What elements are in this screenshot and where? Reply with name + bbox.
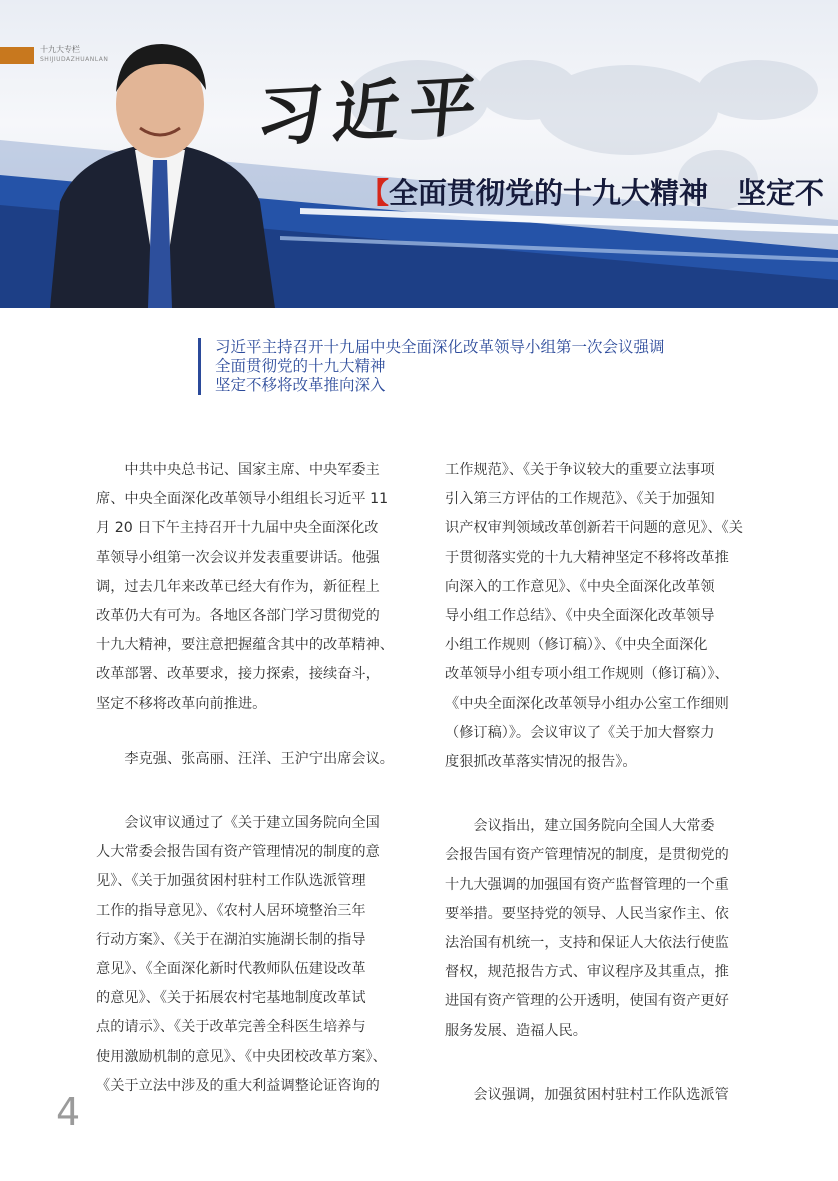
text-line: 会议强调，加强贫困村驻村工作队选派管 bbox=[445, 1086, 729, 1103]
left-column bbox=[96, 456, 418, 1101]
text-line: 席、中央全面深化改革领导小组组长习近平 11 bbox=[96, 491, 389, 508]
text-line: 调，过去几年来改革已经大有作为，新征程上 bbox=[96, 578, 380, 595]
text-line: 工作规范》、《关于争议较大的重要立法事项 bbox=[445, 462, 715, 478]
subhead-line: 习近平主持召开十九届中央全面深化改革领导小组第一次会议强调 bbox=[215, 338, 665, 356]
text-line: 意见》、《全面深化新时代教师队伍建设改革 bbox=[96, 961, 366, 978]
column-name-cn: 十九大专栏 bbox=[40, 45, 80, 54]
text-line: 李克强、张高丽、汪洋、王沪宁出席会议。 bbox=[96, 750, 394, 767]
text-line: 坚定不移将改革向前推进。 bbox=[96, 695, 267, 712]
article-subhead bbox=[198, 338, 665, 395]
text-line: 工作的指导意见》、《农村人居环境整治三年 bbox=[96, 902, 366, 919]
text-line: 向深入的工作意见》、《中央全面深化改革领 bbox=[445, 578, 715, 595]
text-line: 十九大精神，要注意把握蕴含其中的改革精神、 bbox=[96, 637, 394, 654]
text-line: 服务发展、造福人民。 bbox=[445, 1022, 587, 1039]
text-line: 改革部署、改革要求，接力探索，接续奋斗， bbox=[96, 666, 380, 683]
paragraph bbox=[96, 456, 418, 719]
paragraph bbox=[445, 812, 767, 1046]
paragraph bbox=[96, 745, 418, 774]
text-line: 点的请示》、《关于改革完善全科医生培养与 bbox=[96, 1019, 366, 1036]
text-line: 《中央全面深化改革领导小组办公室工作细则 bbox=[445, 695, 729, 712]
text-line: 改革领导小组专项小组工作规则（修订稿）》、 bbox=[445, 666, 729, 683]
header-banner bbox=[0, 0, 838, 308]
text-line: 引入第三方评估的工作规范》、《关于加强知 bbox=[445, 491, 715, 508]
page-number: 4 bbox=[56, 1090, 81, 1134]
text-line: 会议审议通过了《关于建立国务院向全国 bbox=[96, 815, 380, 832]
text-line: 十九大强调的加强国有资产监督管理的一个重 bbox=[445, 876, 729, 893]
text-line: 识产权审判领域改革创新若干问题的意见》、《关 bbox=[445, 520, 743, 537]
headline-clip bbox=[360, 165, 838, 215]
paragraph bbox=[445, 456, 767, 777]
text-line: 人大常委会报告国有资产管理情况的制度的意 bbox=[96, 844, 380, 861]
portrait-photo bbox=[40, 32, 280, 308]
text-line: 度狠抓改革落实情况的报告》。 bbox=[445, 754, 637, 771]
column-name-en: SHIJIUDAZHUANLAN bbox=[40, 56, 109, 63]
paragraph bbox=[445, 1081, 767, 1110]
column-tab-marker bbox=[0, 47, 34, 64]
calligraphy-title: 习近平 bbox=[253, 66, 490, 156]
text-line: 改革仍大有可为。各地区各部门学习贯彻党的 bbox=[96, 608, 380, 625]
text-line: 会报告国有资产管理情况的制度，是贯彻党的 bbox=[445, 847, 729, 864]
text-line: 小组工作规则（修订稿）》、《中央全面深化 bbox=[445, 637, 708, 654]
headline-bracket: 【 bbox=[360, 176, 390, 210]
text-line: 的意见》、《关于拓展农村宅基地制度改革试 bbox=[96, 990, 366, 1007]
text-line: 法治国有机统一，支持和保证人大依法行使监 bbox=[445, 935, 729, 952]
text-line: 月 20 日下午主持召开十九届中央全面深化改 bbox=[96, 520, 379, 537]
text-line: 见》、《关于加强贫困村驻村工作队选派管理 bbox=[96, 873, 366, 890]
subhead-line: 全面贯彻党的十九大精神 bbox=[215, 357, 386, 375]
right-column bbox=[445, 456, 767, 1110]
banner-headline bbox=[360, 171, 824, 212]
headline-text: 全面贯彻党的十九大精神 坚定不 bbox=[389, 176, 825, 210]
text-line: 会议指出，建立国务院向全国人大常委 bbox=[445, 818, 715, 835]
text-line: 要举措。要坚持党的领导、人民当家作主、依 bbox=[445, 905, 729, 922]
text-line: 进国有资产管理的公开透明，使国有资产更好 bbox=[445, 993, 729, 1010]
subhead-line: 坚定不移将改革推向深入 bbox=[215, 376, 386, 394]
text-line: 于贯彻落实党的十九大精神坚定不移将改革推 bbox=[445, 549, 729, 566]
text-line: 革领导小组第一次会议并发表重要讲话。他强 bbox=[96, 549, 380, 566]
paragraph bbox=[96, 809, 418, 1101]
text-line: 使用激励机制的意见》、《中央团校改革方案》、 bbox=[96, 1048, 387, 1065]
text-line: （修订稿）》。会议审议了《关于加大督察力 bbox=[445, 724, 715, 741]
text-line: 行动方案》、《关于在湖泊实施湖长制的指导 bbox=[96, 931, 366, 948]
text-line: 中共中央总书记、国家主席、中央军委主 bbox=[96, 462, 380, 478]
text-line: 导小组工作总结》、《中央全面深化改革领导 bbox=[445, 608, 715, 625]
text-line: 《关于立法中涉及的重大利益调整论证咨询的 bbox=[96, 1077, 380, 1094]
text-line: 督权，规范报告方式、审议程序及其重点，推 bbox=[445, 964, 729, 981]
